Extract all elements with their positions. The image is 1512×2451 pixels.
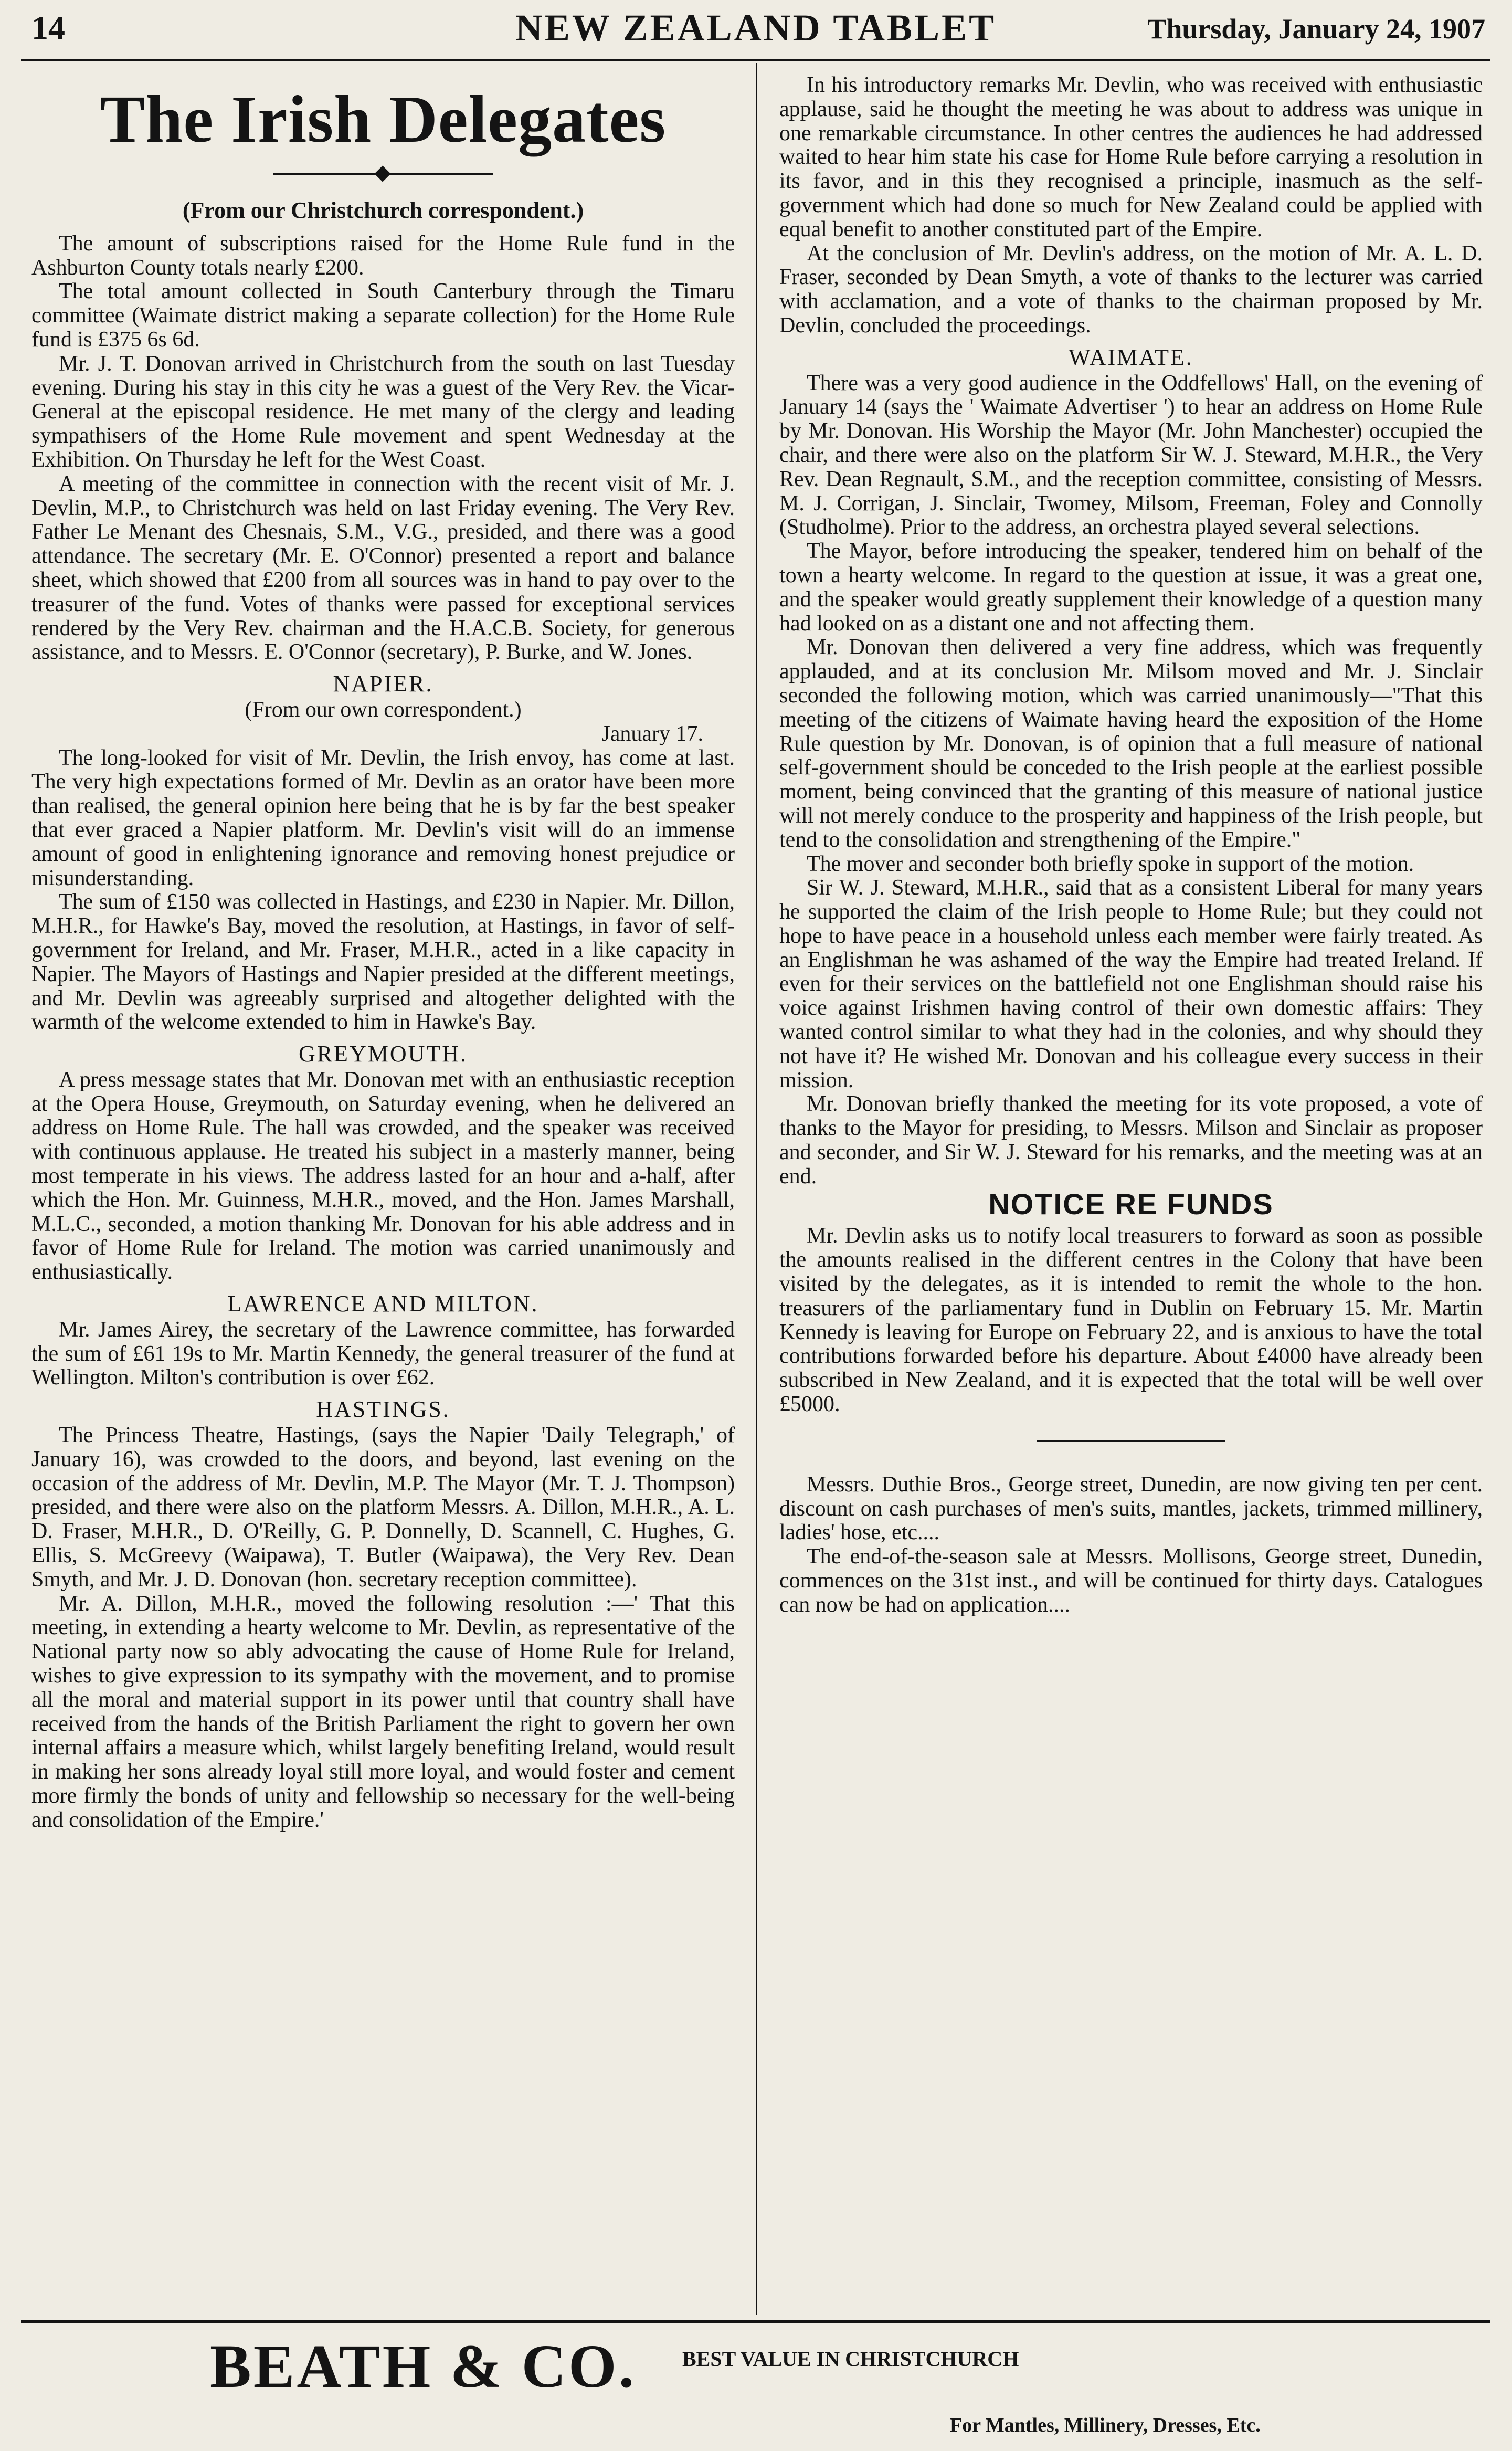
section-heading-lawrence: LAWRENCE AND MILTON. — [227, 1291, 539, 1317]
paragraph: The total amount collected in South Canterbury through the Timaru committee (Waimate district making a separate collection) for the Home Rule fund is £375 6s 6d. — [31, 279, 735, 352]
column-divider — [756, 63, 757, 2315]
paragraph: Mr. A. Dillon, M.H.R., moved the following resolution :—' That this meeting, in extending a hearty welcome to Mr. Devlin, as representative of the National party now so ably advocating the cause of Home Rule for Ireland, wishes to give expression to its sympathy with the movement, and to promise all the moral and material support in its power until that country shall have received from the hands of the British Parliament the right to govern her own internal affairs a measure which, whilst largely benefiting Ireland, would result in making her sons already loyal still more loyal, and would foster and cement more firmly the bonds of unity and fellowship so necessary for the well-being and consolidation of the Empire.' — [31, 1591, 735, 1832]
paragraph: Mr. J. T. Donovan arrived in Christchurch from the south on last Tuesday evening. During his stay in this city he was a guest of the Very Rev. the Vicar-General at the episcopal residence. He met many of the clergy and leading sympathisers of the Home Rule movement and spent Wednesday at the Exhibition. On Thursday he left for the West Coast. — [31, 351, 735, 472]
paragraph: The long-looked for visit of Mr. Devlin, the Irish envoy, has come at last. The very high expectations formed of Mr. Devlin as an orator have been more than realised, the general opinion here being that he is by far the best speaker that ever graced a Napier platform. Mr. Devlin's visit will do an immense amount of good in enlightening ignorance and removing honest prejudice or misunderstanding. — [31, 745, 735, 890]
right-column — [779, 73, 1483, 1617]
section-heading-greymouth: GREYMOUTH. — [298, 1041, 468, 1067]
diamond-ornament-icon — [374, 165, 390, 182]
section-heading-waimate: WAIMATE. — [1069, 344, 1193, 370]
napier-dateline: January 17. — [601, 721, 703, 746]
page-number: 14 — [31, 9, 65, 46]
paragraph: There was a very good audience in the Oddfellows' Hall, on the evening of January 14 (says the ' Waimate Advertiser ') to hear an address on Home Rule by Mr. Donovan. His Worship the Mayor (Mr. John Manchester) occupied the chair, and there were also on the platform Sir W. J. Steward, M.H.R., the Very Rev. Dean Regnault, S.M., and the reception committee, consisting of Messrs. M. J. Corrigan, J. Sinclair, Twomey, Milsom, Freeman, Foley and Connolly (Studholme). Prior to the address, an orchestra played several selections. — [779, 371, 1483, 540]
left-column — [31, 73, 735, 1833]
paragraph: Mr. Devlin asks us to notify local treasurers to forward as soon as possible the amounts realised in the different centres in the Colony that have been visited by the delegates, as it is intended to remit the whole to the hon. treasurers of the parliamentary fund in Dublin on February 15. Mr. Martin Kennedy is leaving for Europe on February 22, and is anxious to have the total contributions forwarded before his departure. About £4000 have already been subscribed in New Zealand, and it is expected that the total will be well over £5000. — [779, 1224, 1483, 1417]
section-rule — [1037, 1440, 1225, 1442]
paragraph: The Mayor, before introducing the speaker, tendered him on behalf of the town a hearty welcome. In regard to the question at issue, it was a great one, and the speaker would greatly supplement their knowledge of a question many had looked on as a distant one and not affecting them. — [779, 539, 1483, 636]
paragraph: A meeting of the committee in connection with the recent visit of Mr. J. Devlin, M.P., to Christchurch was held on last Friday evening. The Very Rev. Father Le Menant des Chesnais, S.M., V.G., presided, and there was a good attendance. The secretary (Mr. E. O'Connor) presented a report and balance sheet, which showed that £200 from all sources was in hand to pay over to the treasurer of the fund. Votes of thanks were passed for exceptional services rendered by the Very Rev. chairman and the H.A.C.B. Society, for generous assistance, and to Messrs. E. O'Connor (secretary), P. Burke, and W. Jones. — [31, 471, 735, 665]
napier-subheading: (From our own correspondent.) — [245, 697, 522, 722]
paragraph: At the conclusion of Mr. Devlin's address, on the motion of Mr. A. L. D. Fraser, seconded by Dean Smyth, a vote of thanks to the lecturer was carried with acclamation, and a vote of thanks to the chairman proposed by Mr. Devlin, concluded the proceedings. — [779, 241, 1483, 338]
paragraph: The amount of subscriptions raised for the Home Rule fund in the Ashburton County totals nearly £200. — [31, 231, 735, 280]
paragraph: In his introductory remarks Mr. Devlin, who was received with enthusiastic applause, said he thought the meeting he was about to address was unique in one remarkable circumstance. In other centres the audiences he had addressed waited to hear him state his case for Home Rule before carrying a resolution in its favor, and in this they recognised a principle, inasmuch as the self-government which had done so much for New Zealand could be applied with equal benefit to another constituted part of the Empire. — [779, 73, 1483, 241]
byline: (From our Christchurch correspondent.) — [182, 197, 584, 223]
trade-notice: The end-of-the-season sale at Messrs. Mollisons, George street, Dunedin, commences on the 31st inst., and will be continued for thirty days. Catalogues can now be had on application.... — [779, 1544, 1483, 1617]
trade-notice: Messrs. Duthie Bros., George street, Dunedin, are now giving ten per cent. discount on cash purchases of men's suits, mantles, jackets, trimmed millinery, ladies' hose, etc.... — [779, 1472, 1483, 1545]
paragraph: Mr. Donovan briefly thanked the meeting for its vote proposed, a vote of thanks to the Mayor for presiding, to Messrs. Milson and Sinclair as proposer and seconder, and Sir W. J. Steward for his remarks, and the meeting was at an end. — [779, 1092, 1483, 1188]
advert-name: BEATH & CO. — [210, 2332, 637, 2401]
paragraph: Sir W. J. Steward, M.H.R., said that as a consistent Liberal for many years he supported the claim of the Irish people to Home Rule; but they could not hope to have peace in a household unless each member were fairly treated. As an Englishman he was ashamed of the way the Empire had treated Ireland. If even for their services on the battlefield not one Englishman should raise his voice against Irishmen having control of their own domestic affairs: They wanted control similar to what they had in the colonies, and why should they not have it? He wished Mr. Donovan and his colleague every success in their mission. — [779, 876, 1483, 1092]
article-title: The Irish Delegates — [100, 82, 667, 156]
header-rule — [21, 59, 1490, 61]
paragraph: Mr. James Airey, the secretary of the Lawrence committee, has forwarded the sum of £61 19s to Mr. Martin Kennedy, the general treasurer of the fund at Wellington. Milton's contribution is over £62. — [31, 1317, 735, 1390]
paragraph: Mr. Donovan then delivered a very fine address, which was frequently applauded, and at its conclusion Mr. Milsom moved and Mr. J. Sinclair seconded the following motion, which was carried unanimously—"That this meeting of the citizens of Waimate having heard the exposition of the Home Rule question by Mr. Donovan, is of opinion that a full measure of national self-government should be conceded to the Irish people at the earliest possible moment, being convinced that the granting of this measure of national justice will not merely conduce to the prosperity and happiness of the Irish people, but tend to the consolidation and strengthening of the Empire." — [779, 635, 1483, 852]
paragraph: The mover and seconder both briefly spoke in support of the motion. — [807, 851, 1414, 876]
title-ornament — [273, 161, 493, 187]
page-header — [21, 6, 1490, 48]
section-heading-napier: NAPIER. — [333, 671, 433, 697]
paragraph: The Princess Theatre, Hastings, (says the Napier 'Daily Telegraph,' of January 16), was crowded to the doors, and beyond, last evening on the occasion of the address of Mr. Devlin, M.P. The Mayor (Mr. T. J. Thompson) presided, and there were also on the platform Messrs. A. Dillon, M.H.R., A. L. D. Fraser, M.H.R., D. O'Reilly, G. P. Donnelly, D. Scannell, C. Hughes, G. Ellis, S. McGreevy (Waipawa), T. Butler (Waipawa), the Very Rev. Dean Smyth, and Mr. J. D. Donovan (hon. secretary reception committee). — [31, 1423, 735, 1592]
masthead: NEW ZEALAND TABLET — [515, 7, 997, 49]
section-heading-hastings: HASTINGS. — [316, 1396, 450, 1423]
paragraph: The sum of £150 was collected in Hastings, and £230 in Napier. Mr. Dillon, M.H.R., for Hawke's Bay, moved the resolution, at Hastings, in favor of self-government for Ireland, and Mr. Fraser, M.H.R., acted in a like capacity in Napier. The Mayors of Hastings and Napier presided at the different meetings, and Mr. Devlin was agreeably surprised and altogether delighted with the warmth of the welcome extended to him in Hawke's Bay. — [31, 890, 735, 1035]
issue-date: Thursday, January 24, 1907 — [1147, 13, 1485, 45]
advert-subline: For Mantles, Millinery, Dresses, Etc. — [950, 2414, 1261, 2436]
paragraph: A press message states that Mr. Donovan met with an enthusiastic reception at the Opera House, Greymouth, on Saturday evening, when he delivered an address on Home Rule. The hall was crowded, and the speaker was received with continuous applause. He treated his subject in a masterly manner, being most temperate in his views. The address lasted for an hour and a-half, after which the Hon. Mr. Guinness, M.H.R., moved, and the Hon. James Marshall, M.L.C., seconded, a motion thanking Mr. Donovan for his able address and in favor of Home Rule for Ireland. The motion was carried unanimously and enthusiastically. — [31, 1067, 735, 1285]
advert-tagline: BEST VALUE IN CHRISTCHURCH — [682, 2347, 1019, 2371]
notice-heading: NOTICE RE FUNDS — [988, 1187, 1274, 1221]
footer-rule — [21, 2320, 1490, 2323]
